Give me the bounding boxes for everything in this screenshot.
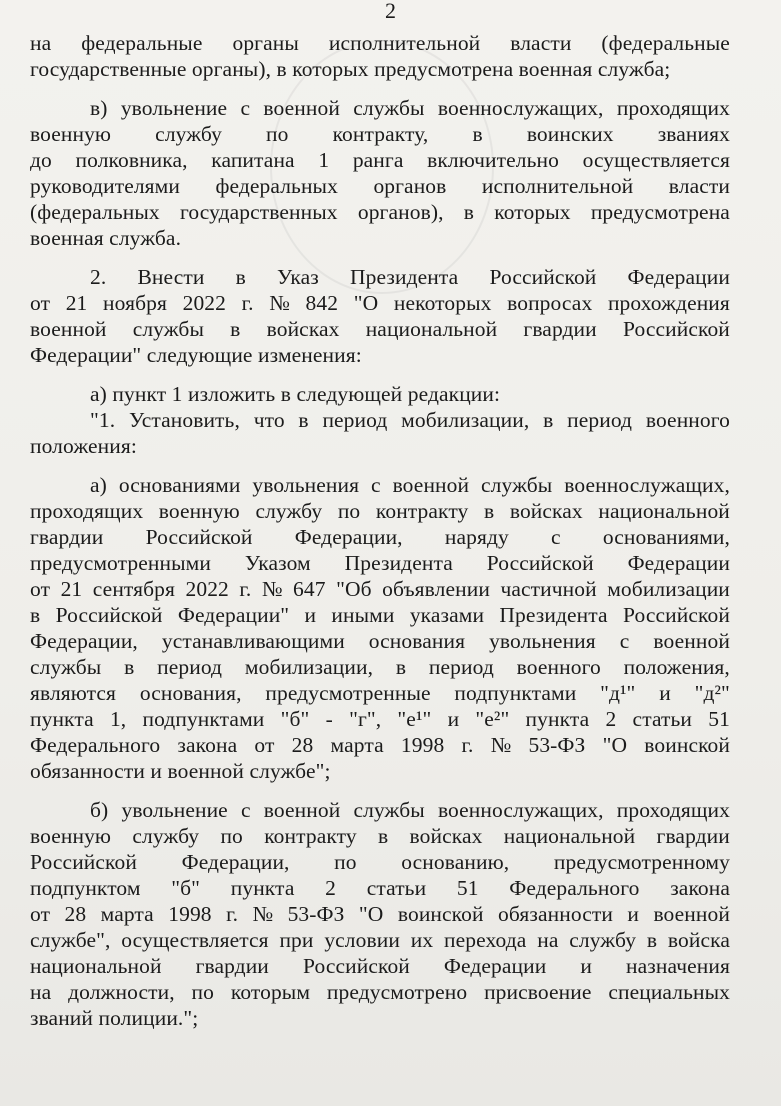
text-line: являются основания, предусмотренные подпунктами "д¹" и "д²" [30,681,730,705]
text-line: предусмотренными Указом Президента Российской Федерации [30,551,730,575]
text-line: государственные органы), в которых предусмотрена военная служба; [30,57,671,81]
text-line: 2. Внести в Указ Президента Российской Федерации [90,265,730,289]
text-line: б) увольнение с военной службы военнослужащих, проходящих [90,798,730,822]
text-line: званий полиции."; [30,1006,199,1030]
text-line: военной службы в войсках национальной гвардии Российской [30,317,730,341]
text-line: от 21 ноября 2022 г. № 842 "О некоторых вопросах прохождения [30,291,730,315]
text-line: в) увольнение с военной службы военнослужащих, проходящих [90,96,730,120]
text-line: службы в период мобилизации, в период военного положения, [30,655,730,679]
text-line: (федеральных государственных органов), в которых предусмотрена [30,200,730,224]
text-line: гвардии Российской Федерации, наряду с основаниями, [30,525,730,549]
text-line: Российской Федерации, по основанию, предусмотренному [30,850,730,874]
text-line: службе", осуществляется при условии их перехода на службу в войска [30,928,730,952]
text-line: до полковника, капитана 1 ранга включительно осуществляется [30,148,730,172]
text-line: военную службу по контракту, в воинских званиях [30,122,730,146]
text-line: военную службу по контракту в войсках национальной гвардии [30,824,730,848]
text-line: национальной гвардии Российской Федерации и назначения [30,954,730,978]
text-line: а) пункт 1 изложить в следующей редакции: [90,382,501,406]
text-line: Федерального закона от 28 марта 1998 г. № 53-ФЗ "О воинской [30,733,730,757]
page-number: 2 [385,0,396,23]
text-line: руководителями федеральных органов исполнительной власти [30,174,730,198]
text-line: от 21 сентября 2022 г. № 647 "Об объявлении частичной мобилизации [30,577,730,601]
text-line: пункта 1, подпунктами "б" - "г", "е¹" и "е²" пункта 2 статьи 51 [30,707,730,731]
text-line: в Российской Федерации" и иными указами Президента Российской [30,603,730,627]
text-line: от 28 марта 1998 г. № 53-ФЗ "О воинской обязанности и военной [30,902,730,926]
text-line: положения: [30,434,137,458]
text-line: обязанности и военной службе"; [30,759,331,783]
text-line: "1. Установить, что в период мобилизации, в период военного [90,408,730,432]
text-line: на должности, по которым предусмотрено присвоение специальных [30,980,730,1004]
text-line: подпунктом "б" пункта 2 статьи 51 Федерального закона [30,876,730,900]
text-line: Федерации" следующие изменения: [30,343,362,367]
text-line: проходящих военную службу по контракту в войсках национальной [30,499,730,523]
text-line: Федерации, устанавливающими основания увольнения с военной [30,629,730,653]
text-line: военная служба. [30,226,182,250]
text-line: а) основаниями увольнения с военной службы военнослужащих, [90,473,730,497]
text-line: на федеральные органы исполнительной власти (федеральные [30,31,730,55]
